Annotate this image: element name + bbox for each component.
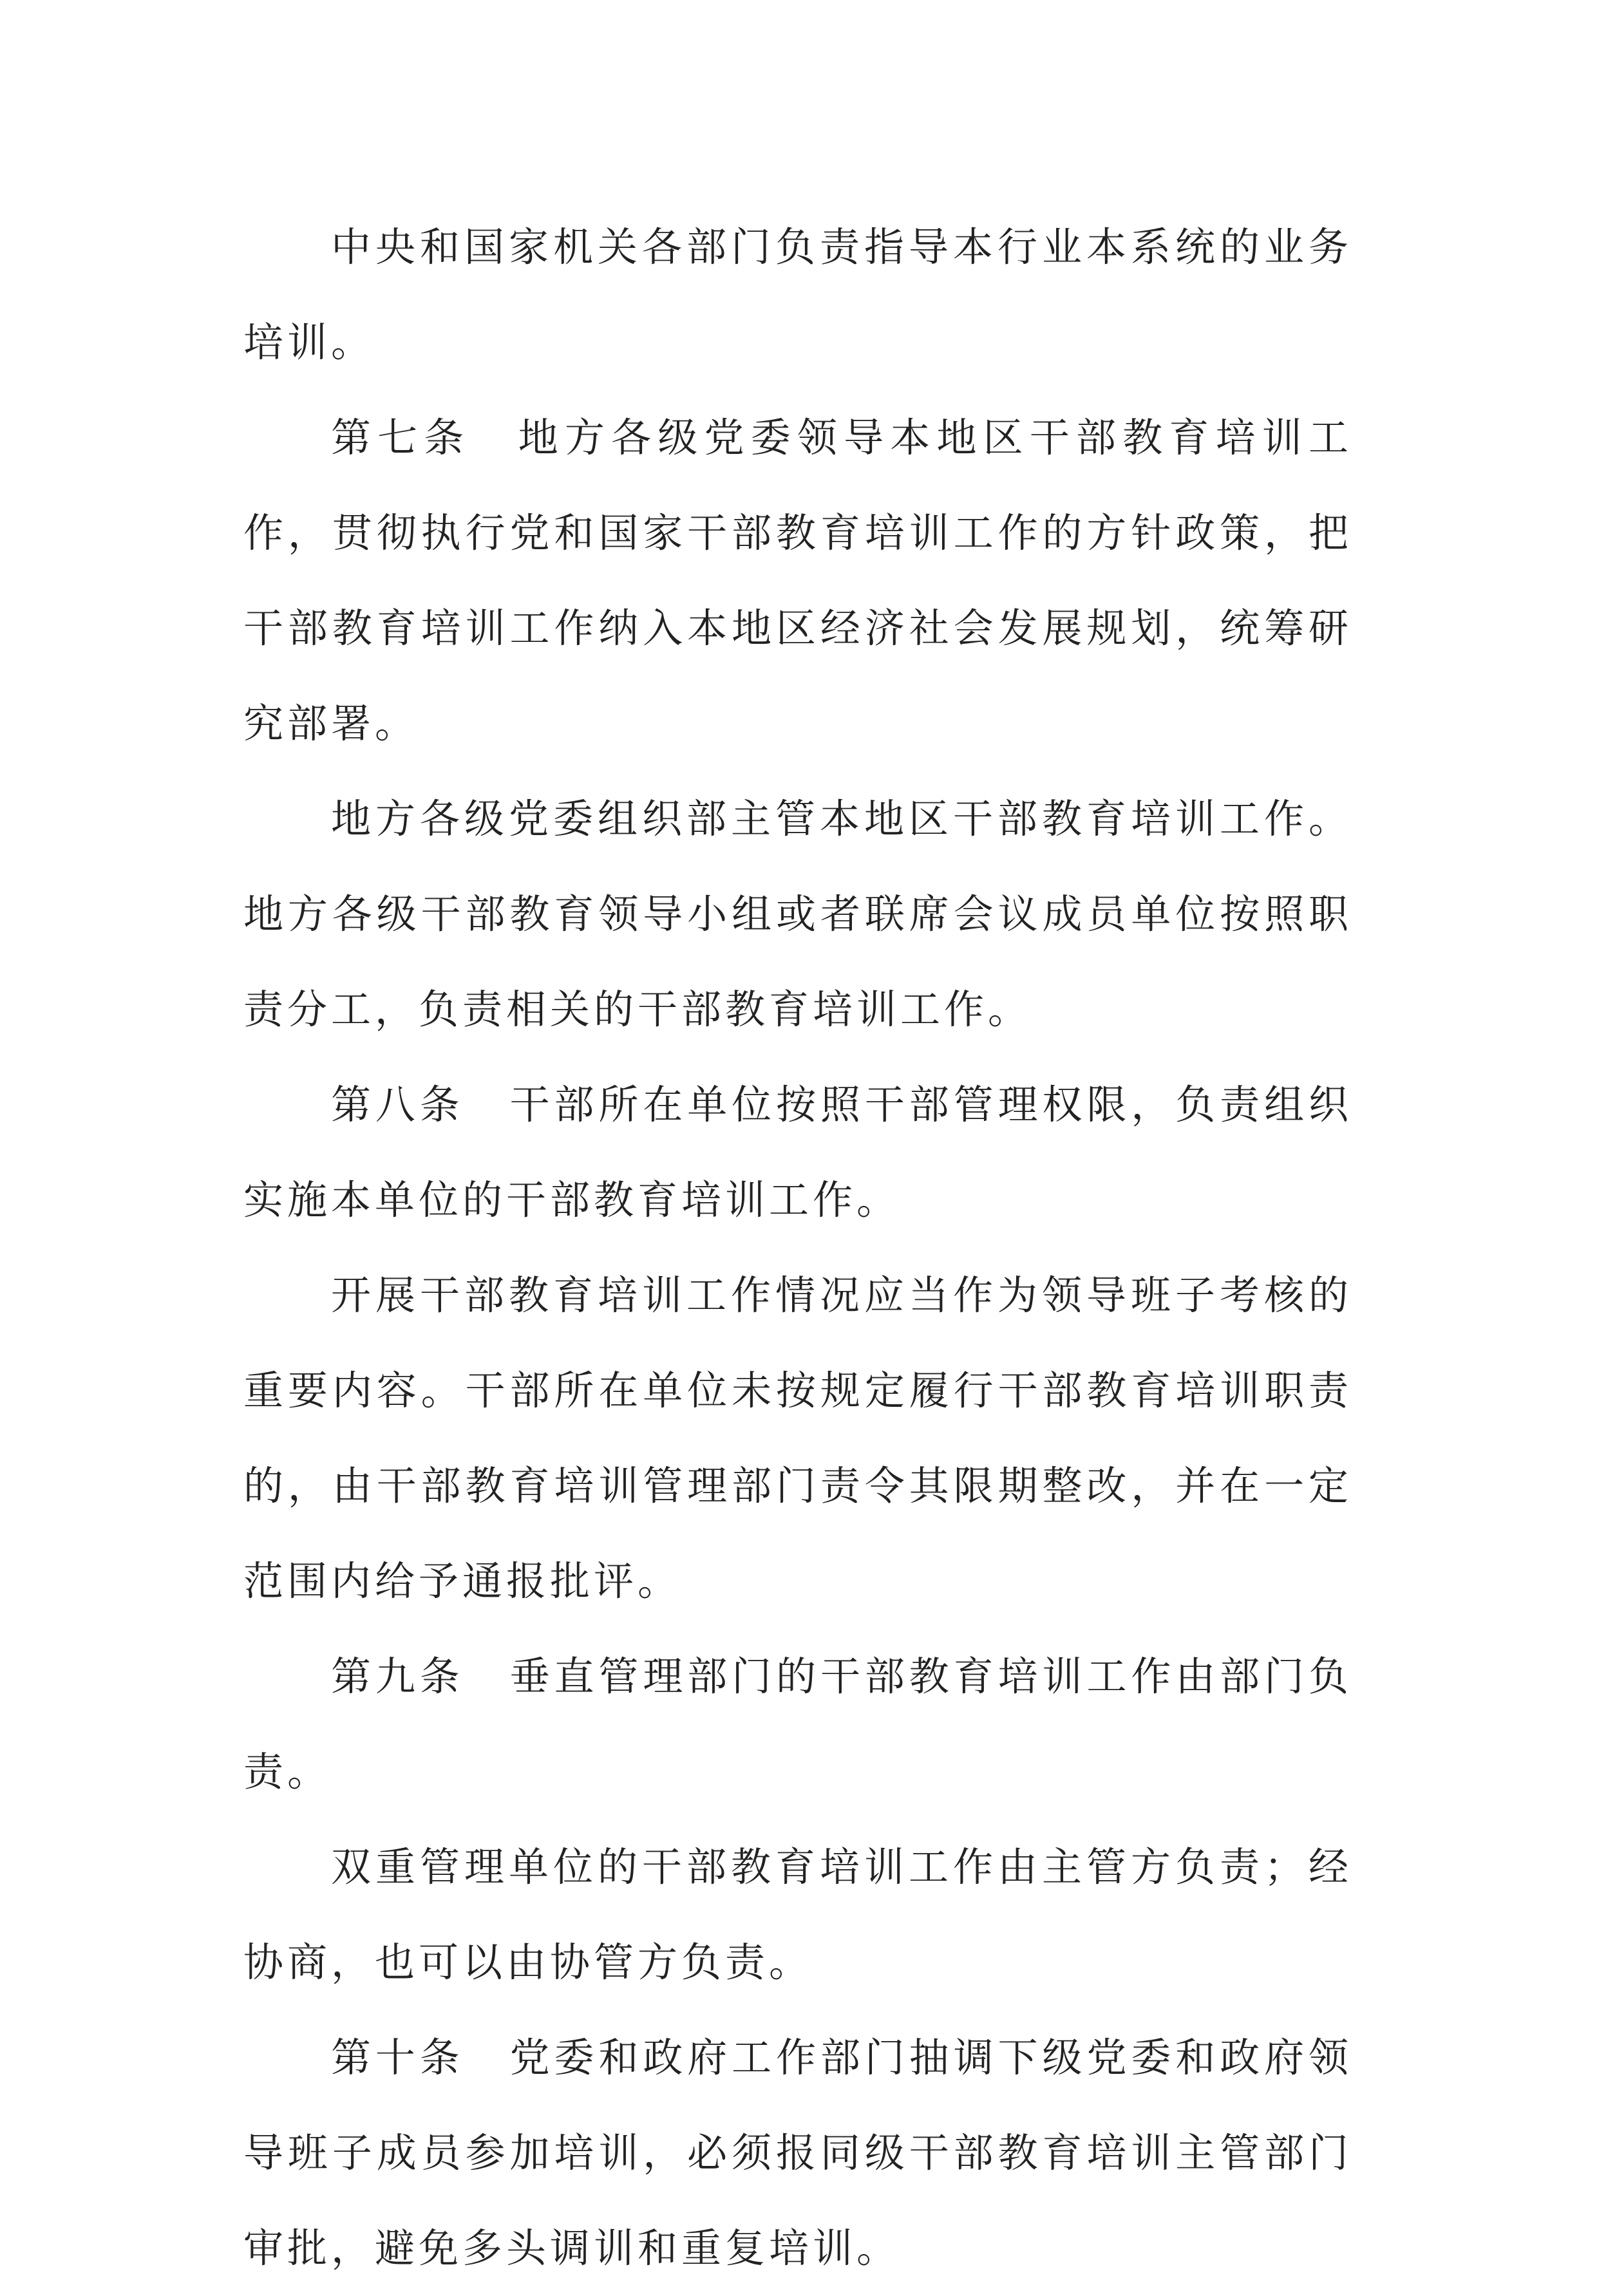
paragraph-7	[243, 1820, 1352, 2010]
paragraph-article-8	[243, 1057, 1352, 1248]
paragraph-article-9	[243, 1629, 1352, 1820]
paragraph-article-7	[243, 390, 1352, 771]
article-number: 第十条	[331, 2034, 464, 2081]
paragraph-text: 开展干部教育培训工作情况应当作为领导班子考核的重要内容。干部所在单位未按规定履行干部教育培训职责的，由干部教育培训管理部门责令其限期整改，并在一定范围内给予通报批评。	[243, 1272, 1352, 1604]
paragraph-text: 中央和国家机关各部门负责指导本行业本系统的业务培训。	[243, 223, 1352, 366]
paragraph-3	[243, 771, 1352, 1057]
paragraph-text: 地方各级党委领导本地区干部教育培训工作，贯彻执行党和国家干部教育培训工作的方针政策，把干部教育培训工作纳入本地区经济社会发展规划，统筹研究部署。	[243, 414, 1352, 747]
paragraph-text: 党委和政府工作部门抽调下级党委和政府领导班子成员参加培训，必须报同级干部教育培训主管部门审批，避免多头调训和重复培训。	[243, 2034, 1352, 2272]
article-number: 第七条	[331, 414, 471, 461]
paragraph-5	[243, 1248, 1352, 1629]
paragraph-text: 垂直管理部门的干部教育培训工作由部门负责。	[243, 1653, 1352, 1795]
paragraph-text: 双重管理单位的干部教育培训工作由主管方负责；经协商，也可以由协管方负责。	[243, 1843, 1352, 1986]
paragraph-text: 地方各级党委组织部主管本地区干部教育培训工作。地方各级干部教育领导小组或者联席会议成员单位按照职责分工，负责相关的干部教育培训工作。	[243, 795, 1352, 1033]
article-number: 第八条	[331, 1081, 464, 1128]
article-number: 第九条	[331, 1653, 464, 1700]
paragraph-article-10	[243, 2010, 1352, 2296]
document-body	[243, 200, 1352, 2296]
paragraph-1	[243, 200, 1352, 390]
paragraph-text: 干部所在单位按照干部管理权限，负责组织实施本单位的干部教育培训工作。	[243, 1081, 1352, 1223]
